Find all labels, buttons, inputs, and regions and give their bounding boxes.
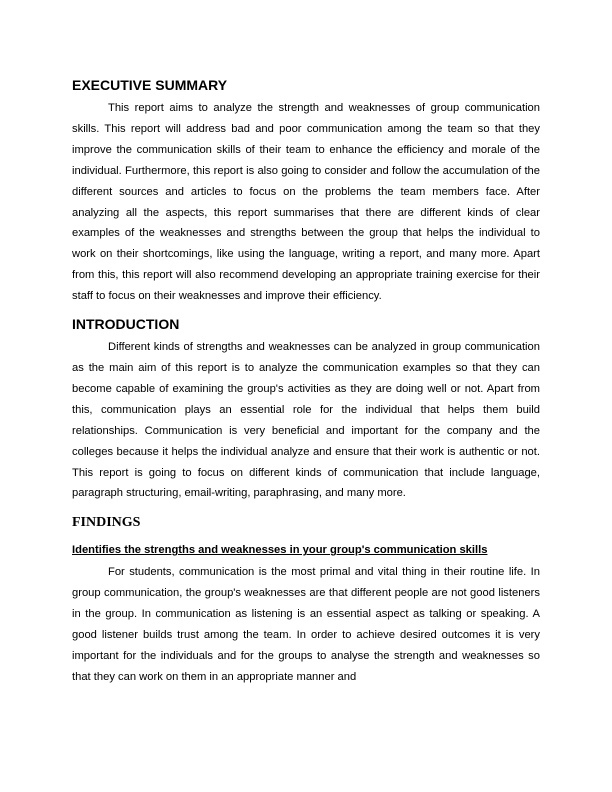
executive-summary-heading: EXECUTIVE SUMMARY xyxy=(72,77,228,93)
executive-summary-section xyxy=(72,76,540,307)
executive-summary-body: This report aims to analyze the strength and weaknesses of group communication skills. This report will address bad and poor communication among the team so that they improve the communication skills of their team to enhance the efficiency and morale of the individual. Furthermore, this report is also going to consider and follow the accumulation of the different sources and articles to focus on the problems the team members face. After analyzing all the aspects, this report summarises that there are different kinds of clear examples of the weaknesses and strengths between the group that helps the individual to work on their shortcomings, like using the language, writing a report, and many more. Apart from this, this report will also recommend developing an appropriate training exercise for their staff to focus on their weaknesses and improve their efficiency. xyxy=(72,102,540,303)
findings-section xyxy=(72,514,540,687)
document-page xyxy=(72,76,540,696)
findings-body: For students, communication is the most primal and vital thing in their routine life. In group communication, the group's weaknesses are that different people are not good listeners in the group. In communication as listening is an essential aspect as talking or speaking. A good listener builds trust among the team. In order to achieve desired outcomes it is very important for the individuals and for the groups to analyse the strength and weaknesses so that they can work on them in an appropriate manner and xyxy=(72,566,540,683)
introduction-section xyxy=(72,315,540,504)
findings-subheading: Identifies the strengths and weaknesses in your group's communication skills xyxy=(72,544,488,557)
introduction-body: Different kinds of strengths and weaknesses can be analyzed in group communication as the main aim of this report is to analyze the communication examples so that they can become capable of examining the group's activities as they are doing well or not. Apart from this, communication plays an essential role for the individual that helps them build relationships. Communication is very beneficial and important for the company and the colleges because it helps the individual analyze and ensure that their work is authentic or not. This report is going to focus on different kinds of communication that include language, paragraph structuring, email-writing, paraphrasing, and many more. xyxy=(72,341,540,500)
introduction-heading: INTRODUCTION xyxy=(72,316,180,333)
findings-heading: FINDINGS xyxy=(72,515,141,531)
